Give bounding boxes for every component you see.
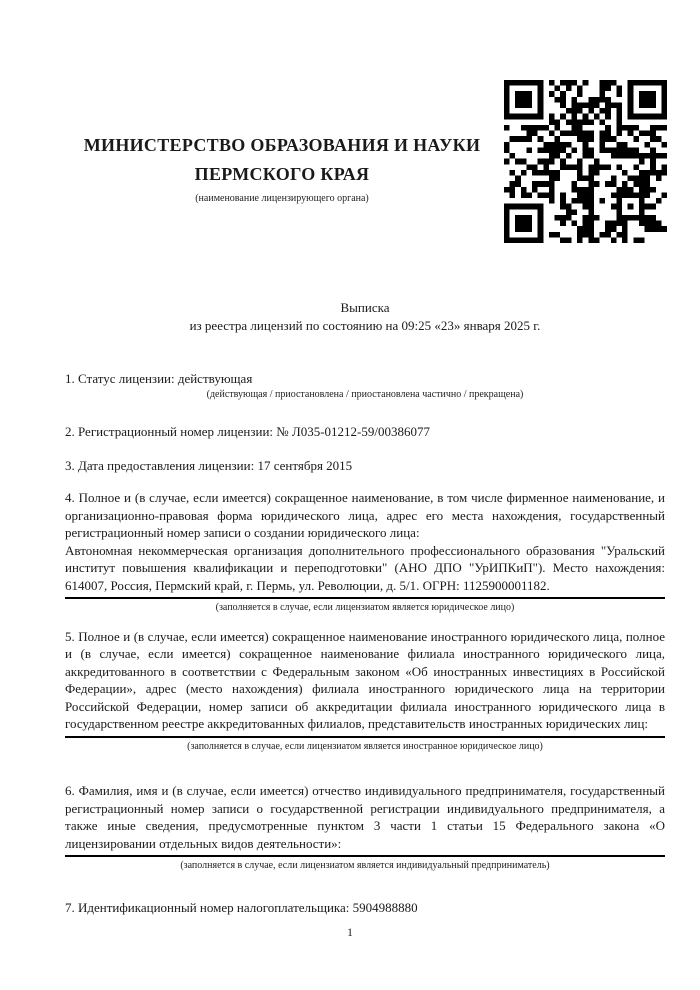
document-body [65,0,665,916]
document-title-line1: Выписка [340,300,390,315]
item-4-value: Автономная некоммерческая организация дополнительного профессионального образования "Уральский институт повышения квалификации и переподготовки" (АНО ДПО "УрИПКиП"). Место нахождения: 614007, Россия, Пермский край, г. Пермь, ул. Революции, д. 5/1. ОГРН: 1125900001182. [65,542,665,593]
authority-caption: (наименование лицензирующего органа) [195,193,369,204]
page-number: 1 [347,927,353,939]
item-4-statement: 4. Полное и (в случае, если имеется) сокращенное наименование, в том числе фирменное наименование, и организационно-правовая форма юридического лица, адрес его места нахождения, государственный регистрационный номер записи о создании юридического лица: [65,490,665,540]
item-6-statement: 6. Фамилия, имя и (в случае, если имеется) отчество индивидуального предпринимателя, государственный регистрационный номер записи о государственной регистрации индивидуального предпринимателя, а также иные сведения, предусмотренные пунктом 3 части 1 статьи 15 Федерального закона «О лицензировании отдельных видов деятельности»: [65,783,665,851]
item-4-legal-entity [65,489,665,614]
document-title [65,299,665,334]
separator-line [65,736,665,738]
item-3-grant-date: 3. Дата предоставления лицензии: 17 сентября 2015 [65,457,353,473]
authority-name-line2: ПЕРМСКОГО КРАЯ [194,164,370,184]
item-5-statement: 5. Полное и (в случае, если имеется) сокращенное наименование иностранного юридического лица, полное и (в случае, если имеется) сокращенное наименование филиала иностранного юридического лица, аккредитованного в соответствии с Федеральным законом «Об иностранных инвестициях в Российской Федерации», адрес (место нахождения) филиала иностранного юридического лица на территории Российской Федерации, номер записи об аккредитации филиала иностранного юридического лица в государственном реестре аккредитованных филиалов, представительств иностранных юридических лиц: [65,628,665,731]
item-4-caption: (заполняется в случае, если лицензиатом является юридическое лицо) [215,602,515,613]
separator-line [65,855,665,857]
item-6-caption: (заполняется в случае, если лицензиатом является индивидуальный предприниматель) [180,860,550,871]
item-7-taxpayer-id: 7. Идентификационный номер налогоплательщика: 5904988880 [65,899,418,915]
item-2-registration-number: 2. Регистрационный номер лицензии: № Л035-01212-59/00386077 [65,424,431,439]
authority-name-line1: МИНИСТЕРСТВО ОБРАЗОВАНИЯ И НАУКИ [83,135,481,155]
item-6-individual-entrepreneur [65,782,665,872]
separator-line [65,597,665,599]
item-5-foreign-entity [65,628,665,753]
item-5-caption: (заполняется в случае, если лицензиатом является иностранное юридическое лицо) [187,740,543,752]
item-1-license-status: 1. Статус лицензии: действующая [65,371,253,386]
item-1-caption: (действующая / приостановлена / приостановлена частично / прекращена) [206,388,524,400]
document-title-line2: из реестра лицензий по состоянию на 09:25 «23» января 2025 г. [189,317,541,333]
